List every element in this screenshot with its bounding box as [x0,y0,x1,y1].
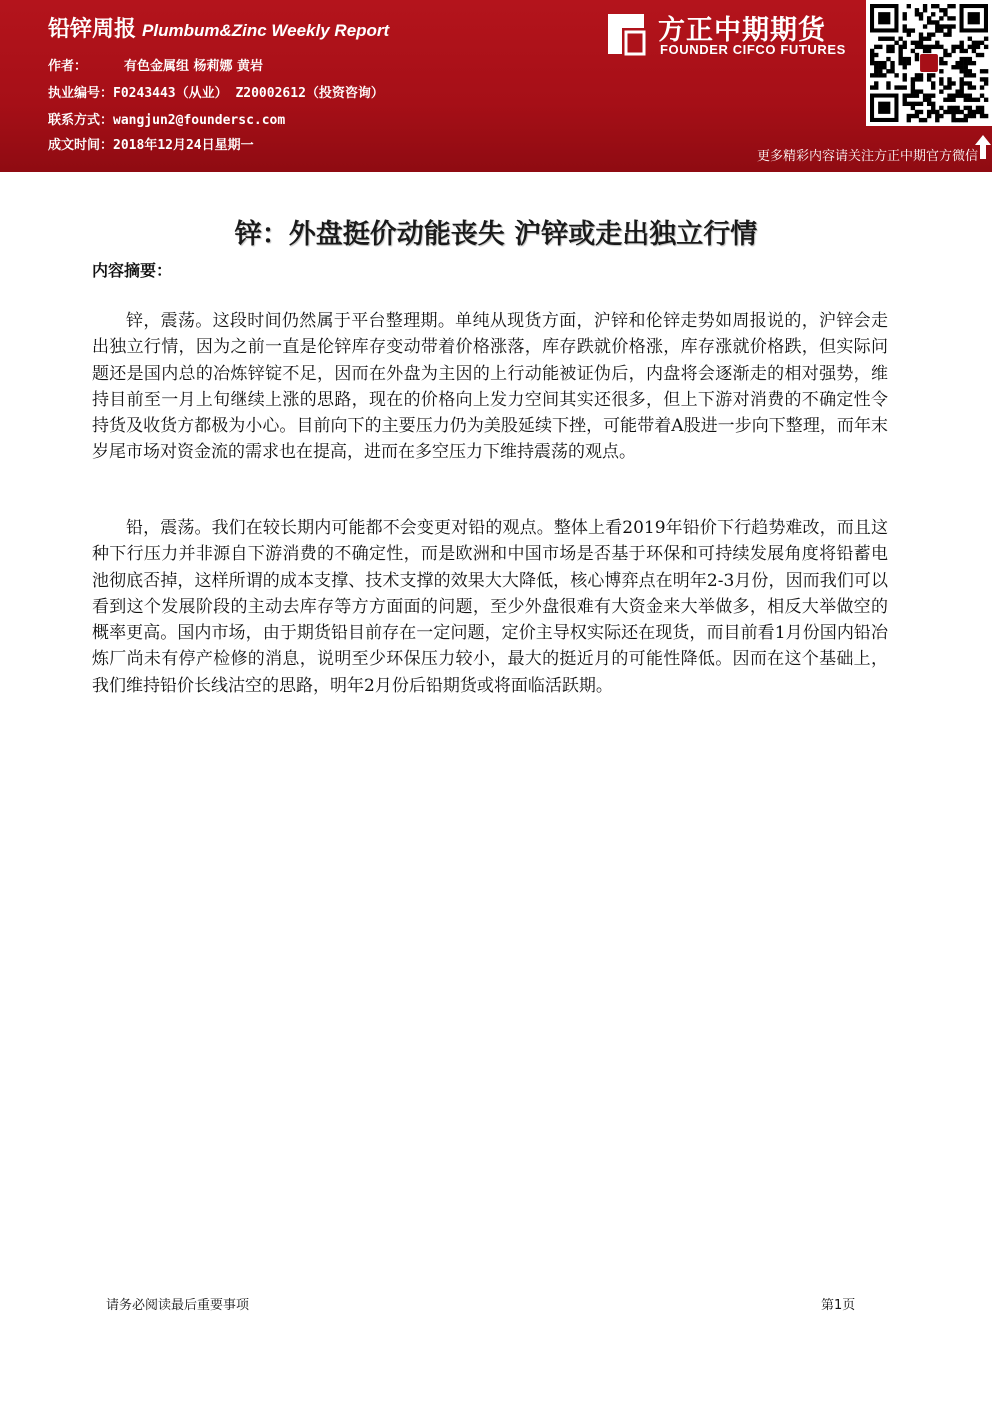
qr-code-icon [866,0,992,126]
report-header [0,0,992,172]
contact-label: 联系方式： [48,113,114,128]
date-label: 成文时间： [48,138,114,153]
abstract-label: 内容摘要： [92,261,173,280]
series-title-cn: 铅锌周报 [48,17,137,42]
page-number: 第1页 [821,1298,856,1313]
date-row [48,134,254,153]
report-series-title [48,12,389,43]
author-label: 作者： [48,59,88,74]
company-logo [604,8,860,64]
author-value: 有色金属组 杨莉娜 黄岩 [124,59,264,74]
contact-row [48,109,285,128]
follow-wechat-text: 更多精彩内容请关注方正中期官方微信 [756,149,978,164]
logo-text-en: FOUNDER CIFCO FUTURES [660,42,846,57]
article-title: 锌：外盘挺价动能丧失 沪锌或走出独立行情 [234,219,758,250]
footer-notice: 请务必阅读最后重要事项 [106,1298,250,1313]
paragraph-zinc: 锌，震荡。这段时间仍然属于平台整理期。单纯从现货方面，沪锌和伦锌走势如周报说的，沪锌会走出独立行情，因为之前一直是伦锌库存变动带着价格涨落，库存跌就价格涨，库存涨就价格跌，但实际问题还是国内总的冶炼锌锭不足，因而在外盘为主因的上行动能被证伪后，内盘将会逐渐走的相对强势，维持目前至一月上旬继续上涨的思路，现在的价格向上发力空间其实还很多，但上下游对消费的不确定性令持货及收货方都极为小心。目前向下的主要压力仍为美股延续下挫，可能带着A股进一步向下整理，而年末岁尾市场对资金流的需求也在提高，进而在多空压力下维持震荡的观点。 [92,311,888,463]
series-title-en: Plumbum&Zinc Weekly Report [142,21,390,40]
founder-logo-icon [604,12,648,56]
date-value: 2018年12月24日星期一 [113,138,254,153]
paragraph-lead: 铅，震荡。我们在较长期内可能都不会变更对铅的观点。整体上看2019年铅价下行趋势难改，而且这种下行压力并非源自下游消费的不确定性，而是欧洲和中国市场是否基于环保和可持续发展角度将铅蓄电池彻底否掉，这样所谓的成本支撑、技术支撑的效果大大降低，核心博弈点在明年2-3月份，因而我们可以看到这个发展阶段的主动去库存等方方面面的问题，至少外盘很难有大资金来大举做多，相反大举做空的概率更高。国内市场，由于期货铅目前存在一定问题，定价主导权实际还在现货，而目前看1月份国内铅冶炼厂尚未有停产检修的消息，说明至少环保压力较小，最大的挺近月的可能性降低。因而在这个基础上，我们维持铅价长线沽空的思路，明年2月份后铅期货或将面临活跃期。 [92,518,888,696]
license-row [48,82,384,101]
license-label: 执业编号： [48,86,114,101]
contact-value[interactable]: wangjun2@foundersc.com [113,113,286,128]
author-row [48,55,263,74]
logo-text-cn: 方正中期期货 [658,15,826,46]
up-arrow-icon [974,134,992,160]
license-value: F0243443（从业） Z20002612（投资咨询） [113,86,384,101]
